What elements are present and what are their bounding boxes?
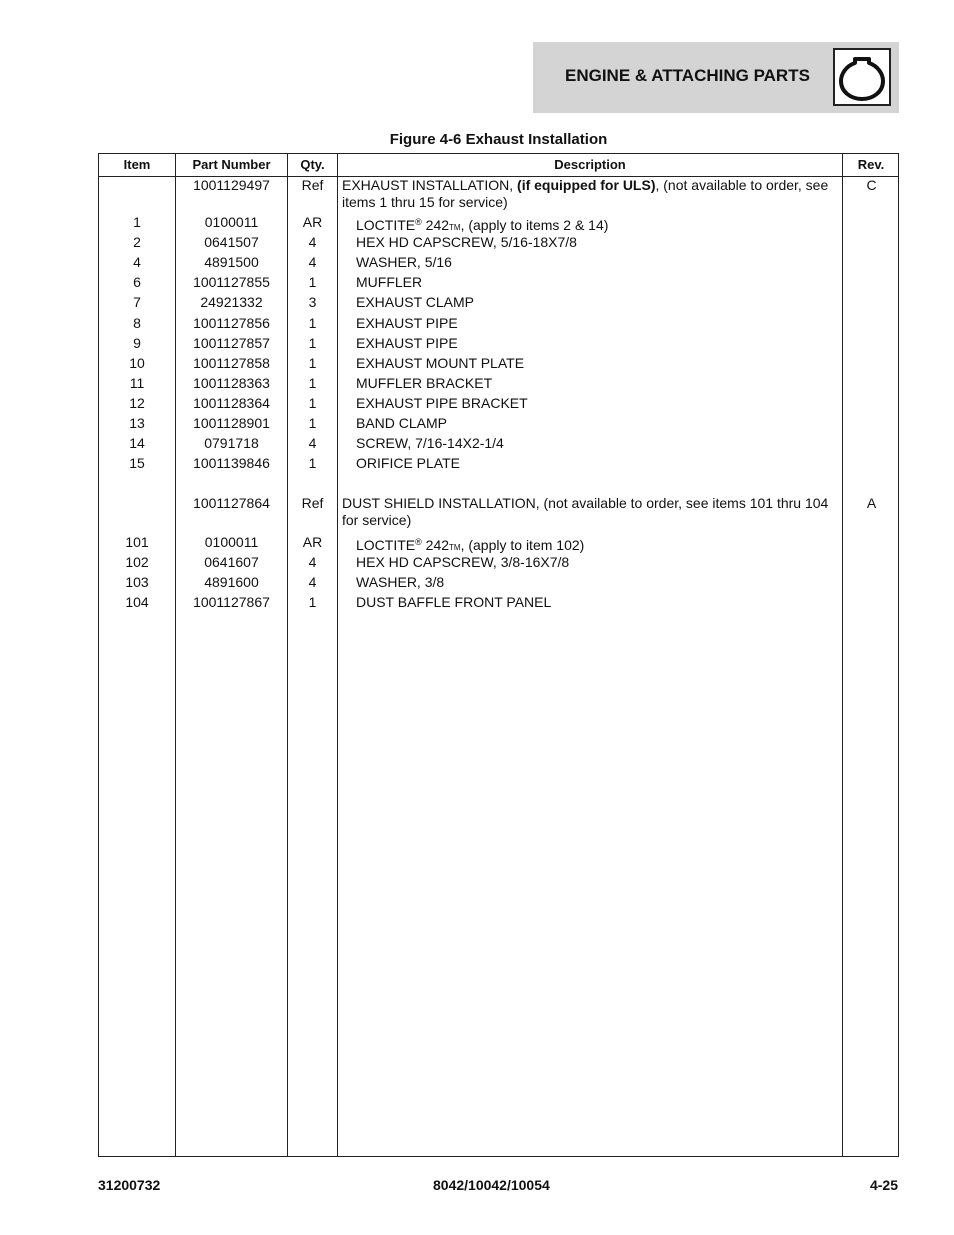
part-number-cell: 4891500 xyxy=(204,254,259,270)
description-cell: BAND CLAMP xyxy=(356,415,448,431)
item-cell: 6 xyxy=(133,274,141,290)
qty-cell: AR xyxy=(302,534,323,550)
trademark-mark: TM xyxy=(449,543,461,552)
description-text: LOCTITE xyxy=(356,537,416,553)
part-number-cell: 1001127864 xyxy=(193,495,270,511)
part-number-cell: 0100011 xyxy=(204,534,259,550)
column-header-qty: Qty. xyxy=(300,157,325,172)
description-text: , (apply to items 2 & 14) xyxy=(460,217,609,233)
qty-cell: AR xyxy=(302,214,323,230)
qty-cell: 4 xyxy=(308,435,317,451)
description-cell xyxy=(342,177,838,211)
item-cell: 4 xyxy=(133,254,141,270)
description-cell: EXHAUST PIPE xyxy=(356,315,458,331)
description-text: LOCTITE xyxy=(356,217,416,233)
qty-cell: 4 xyxy=(308,234,317,250)
column-divider xyxy=(337,154,338,1156)
trademark-mark: TM xyxy=(449,223,461,232)
registered-mark: ® xyxy=(415,537,422,547)
description-cell xyxy=(356,534,852,556)
description-emphasis: (if equipped for ULS) xyxy=(517,177,656,193)
qty-cell: 1 xyxy=(308,355,317,371)
part-number-cell: 1001139846 xyxy=(193,455,270,471)
qty-cell: 1 xyxy=(308,375,317,391)
part-number-cell: 1001127856 xyxy=(193,315,270,331)
parts-table xyxy=(98,153,899,1157)
section-title: ENGINE & ATTACHING PARTS xyxy=(565,66,810,85)
rev-cell: C xyxy=(866,177,877,193)
part-number-cell: 4891600 xyxy=(204,574,259,590)
part-number-cell: 1001127857 xyxy=(193,335,270,351)
column-header-description: Description xyxy=(554,157,626,172)
description-text: , (apply to item 102) xyxy=(460,537,585,553)
part-number-cell: 1001127858 xyxy=(193,355,270,371)
part-number-cell: 0641607 xyxy=(204,554,259,570)
qty-cell: 1 xyxy=(308,395,317,411)
qty-cell: 1 xyxy=(308,315,317,331)
item-cell: 9 xyxy=(133,335,141,351)
description-cell: WASHER, 5/16 xyxy=(356,254,452,270)
part-number-cell: 0791718 xyxy=(204,435,259,451)
description-cell: HEX HD CAPSCREW, 3/8-16X7/8 xyxy=(356,554,570,570)
part-number-cell: 1001129497 xyxy=(193,177,270,193)
part-number-cell: 1001127855 xyxy=(193,274,270,290)
item-cell: 102 xyxy=(125,554,149,570)
description-cell: SCREW, 7/16-14X2-1/4 xyxy=(356,435,504,451)
qty-cell: 1 xyxy=(308,415,317,431)
qty-cell: Ref xyxy=(301,177,324,193)
item-cell: 12 xyxy=(129,395,145,411)
qty-cell: 1 xyxy=(308,274,317,290)
part-number-cell: 24921332 xyxy=(200,294,263,310)
description-cell: ORIFICE PLATE xyxy=(356,455,460,471)
column-header-rev: Rev. xyxy=(857,157,885,172)
rev-cell: A xyxy=(866,495,877,511)
qty-cell: 1 xyxy=(308,594,317,610)
description-text: , (not available to order, see items 1 thru 15 for service) xyxy=(342,177,829,210)
footer-page-number: 4-25 xyxy=(869,1177,898,1193)
description-cell: EXHAUST PIPE BRACKET xyxy=(356,395,528,411)
item-cell: 104 xyxy=(125,594,149,610)
part-number-cell: 1001128363 xyxy=(193,375,270,391)
description-cell: HEX HD CAPSCREW, 5/16-18X7/8 xyxy=(356,234,577,250)
description-cell xyxy=(356,214,852,236)
description-cell: WASHER, 3/8 xyxy=(356,574,445,590)
item-cell: 8 xyxy=(133,315,141,331)
column-header-item: Item xyxy=(123,157,151,172)
part-number-cell: 0100011 xyxy=(204,214,259,230)
item-cell: 11 xyxy=(129,375,145,391)
qty-cell: 4 xyxy=(308,254,317,270)
qty-cell: 4 xyxy=(308,574,317,590)
item-cell: 14 xyxy=(129,435,145,451)
description-text: EXHAUST INSTALLATION, xyxy=(342,177,518,193)
part-number-cell: 1001127867 xyxy=(193,594,270,610)
item-cell: 1 xyxy=(133,214,141,230)
description-cell: MUFFLER xyxy=(356,274,423,290)
part-number-cell: 1001128901 xyxy=(193,415,270,431)
footer-models: 8042/10042/10054 xyxy=(433,1177,550,1193)
description-text: 242 xyxy=(421,537,450,553)
footer-doc-number: 31200732 xyxy=(98,1177,161,1193)
description-cell: DUST BAFFLE FRONT PANEL xyxy=(356,594,552,610)
part-number-cell: 1001128364 xyxy=(193,395,270,411)
engine-icon xyxy=(833,48,891,106)
description-cell: EXHAUST PIPE xyxy=(356,335,458,351)
figure-title: Figure 4-6 Exhaust Installation xyxy=(389,131,608,148)
description-cell: MUFFLER BRACKET xyxy=(356,375,493,391)
item-cell: 15 xyxy=(129,455,145,471)
item-cell: 7 xyxy=(133,294,141,310)
qty-cell: 4 xyxy=(308,554,317,570)
item-cell: 2 xyxy=(133,234,141,250)
item-cell: 13 xyxy=(129,415,145,431)
qty-cell: Ref xyxy=(301,495,324,511)
description-cell: DUST SHIELD INSTALLATION, (not available to order, see items 101 thru 104 for service) xyxy=(342,495,829,528)
column-header-part-number: Part Number xyxy=(192,157,271,172)
registered-mark: ® xyxy=(415,217,422,227)
description-cell: EXHAUST CLAMP xyxy=(356,294,474,310)
item-cell: 101 xyxy=(125,534,149,550)
section-header xyxy=(533,42,899,113)
qty-cell: 1 xyxy=(308,335,317,351)
item-cell: 103 xyxy=(125,574,149,590)
part-number-cell: 0641507 xyxy=(204,234,259,250)
qty-cell: 1 xyxy=(308,455,317,471)
qty-cell: 3 xyxy=(308,294,317,310)
description-cell: EXHAUST MOUNT PLATE xyxy=(356,355,525,371)
item-cell: 10 xyxy=(129,355,145,371)
description-text: 242 xyxy=(421,217,450,233)
